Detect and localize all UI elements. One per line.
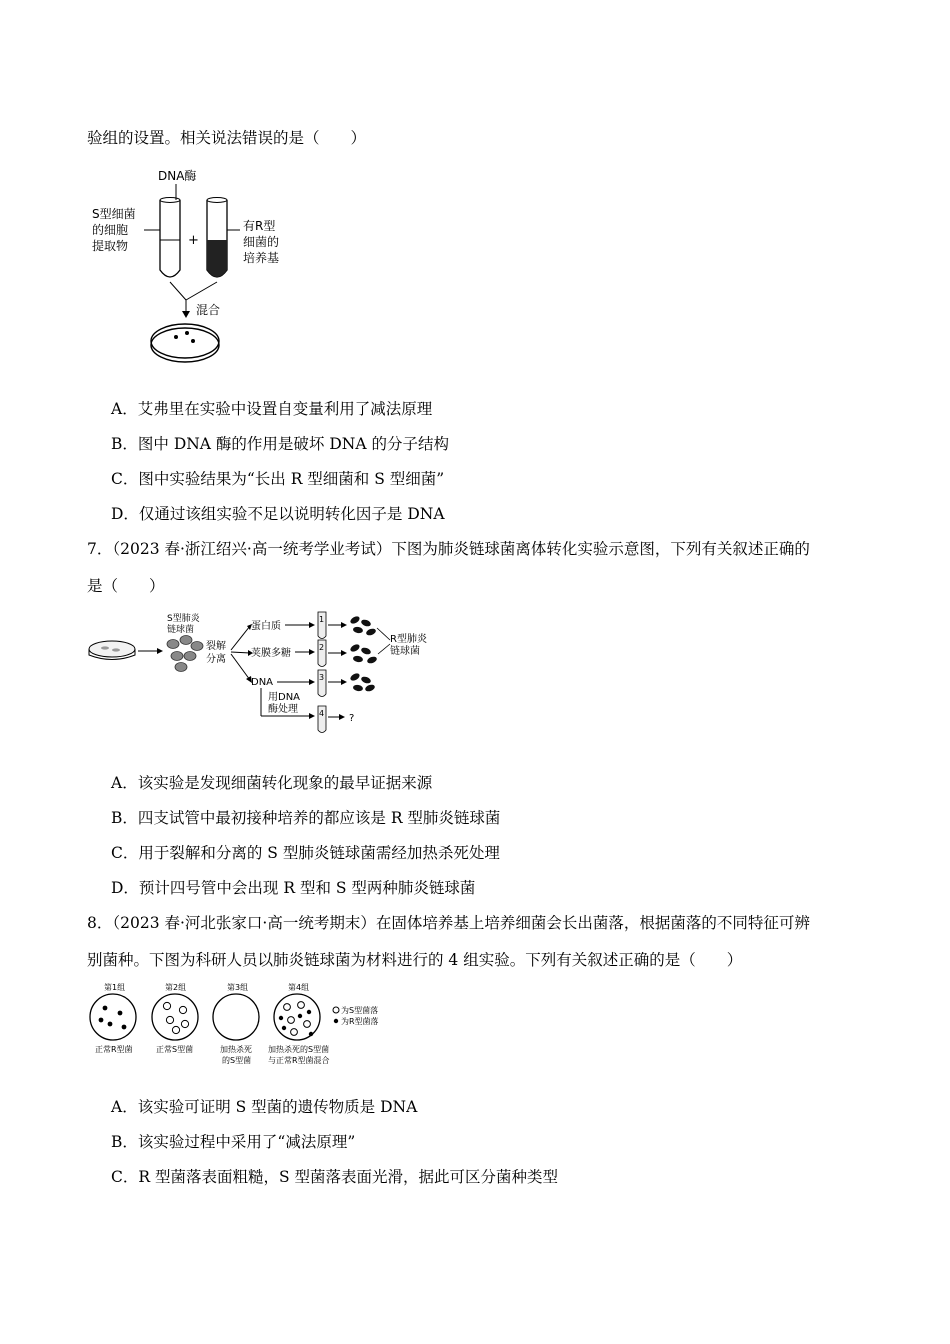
group-1-colonies [99,1006,127,1030]
q6-option-c: C．图中实验结果为“长出 R 型细菌和 S 型细菌” [111,470,445,488]
branch-polysaccharide: 荚膜多糖 [251,648,291,659]
s-culture-dish [89,641,135,657]
q7-option-b: B．四支试管中最初接种培养的都应该是 R 型肺炎链球菌 [111,809,501,827]
branch-dna: DNA [251,677,274,688]
q7-stem-line2: 是（ ） [87,577,165,595]
left-tube [160,200,180,277]
r-bacteria-label-2: 链球菌 [390,646,420,657]
right-label-1: 有R型 [243,219,276,233]
group-4-caption-1: 加热杀死的S型菌 [268,1045,330,1054]
q8-option-a: A．该实验可证明 S 型菌的遗传物质是 DNA [111,1098,418,1116]
group-3-caption-1: 加热杀死 [220,1045,252,1054]
s-bacteria-label-1: S型肺炎 [167,614,200,624]
group-3-caption-2: 的S型菌 [222,1056,252,1065]
mix-arrow [182,311,190,318]
q6-option-d: D．仅通过该组实验不足以说明转化因子是 DNA [111,505,445,523]
plus-sign: + [188,233,199,248]
left-label-2: 的细胞 [92,223,129,237]
tube-4-result: ? [349,713,355,724]
q6-figure-dna-enzyme-experiment [90,160,310,370]
q6-stem: 验组的设置。相关说法错误的是（ ） [87,129,367,147]
group-4-title: 第4组 [288,983,310,992]
group-1-title: 第1组 [104,983,126,992]
q7-option-a: A．该实验是发现细菌转化现象的最早证据来源 [111,774,433,792]
group-1-caption: 正常R型菌 [95,1045,133,1054]
legend-r-icon [334,1019,338,1023]
legend-r-label: 为R型菌落 [341,1017,379,1026]
q6-option-a: A．艾弗里在实验中设置自变量利用了减法原理 [111,400,433,418]
left-label-1: S型细菌 [92,207,136,221]
s-bacteria-label-2: 链球菌 [167,625,195,635]
dnase-label-2: 酶处理 [268,704,298,715]
q7-option-d: D．预计四号管中会出现 R 型和 S 型两种肺炎链球菌 [111,879,476,897]
colony [185,331,189,335]
tube-4-number: 4 [319,709,325,718]
left-label-3: 提取物 [92,239,129,253]
tube-2-number: 2 [319,643,325,652]
r-bacteria-clusters [349,615,378,693]
petri-dish [151,324,219,358]
q7-stem-line1: 7．（2023 春·浙江绍兴·高一统考学业考试）下图为肺炎链球菌离体转化实验示意图，下列有关叙述正确的 [87,540,810,558]
mix-label: 混合 [196,303,221,317]
tube-3-number: 3 [319,673,325,682]
right-label-3: 培养基 [243,251,280,265]
colony [174,335,178,339]
q7-figure-transformation-diagram [85,606,435,738]
q6-option-b: B．图中 DNA 酶的作用是破坏 DNA 的分子结构 [111,435,449,453]
q8-option-c: C．R 型菌落表面粗糙，S 型菌落表面光滑，据此可区分菌种类型 [111,1168,559,1186]
group-2-colonies [163,1002,188,1033]
legend-s-icon [333,1007,339,1013]
legend-s-label: 为S型菌落 [341,1006,379,1015]
right-tube-rim [207,198,227,203]
left-tube-rim [160,198,180,203]
lyse-label-2: 分离 [206,654,226,665]
group-2-caption: 正常S型菌 [156,1045,194,1054]
group-2-title: 第2组 [165,983,187,992]
group-3-dish [213,994,259,1040]
colony [191,339,195,343]
branch-protein: 蛋白质 [251,621,281,632]
group-4-s-colonies [284,1002,311,1036]
dnase-label-1: 用DNA [268,692,301,703]
s-bacteria-cluster [167,636,203,672]
q8-figure-four-groups [85,980,395,1070]
right-tube-medium [207,240,227,277]
q8-option-b: B．该实验过程中采用了“减法原理” [111,1133,356,1151]
q8-stem-line2: 别菌种。下图为科研人员以肺炎链球菌为材料进行的 4 组实验。下列有关叙述正确的是（ ） [87,951,743,969]
group-1-dish [90,994,136,1040]
r-bacteria-label-1: R型肺炎 [390,634,427,645]
q8-stem-line1: 8．（2023 春·河北张家口·高一统考期末）在固体培养基上培养细菌会长出菌落，根据菌落的不同特征可辨 [87,914,810,932]
group-3-title: 第3组 [227,983,249,992]
group-4-caption-2: 与正常R型菌混合 [268,1056,330,1065]
enzyme-label: DNA酶 [158,169,197,183]
lyse-label-1: 裂解 [206,641,226,652]
tube-1-number: 1 [319,615,325,624]
right-label-2: 细菌的 [243,235,280,249]
q7-option-c: C．用于裂解和分离的 S 型肺炎链球菌需经加热杀死处理 [111,844,500,862]
